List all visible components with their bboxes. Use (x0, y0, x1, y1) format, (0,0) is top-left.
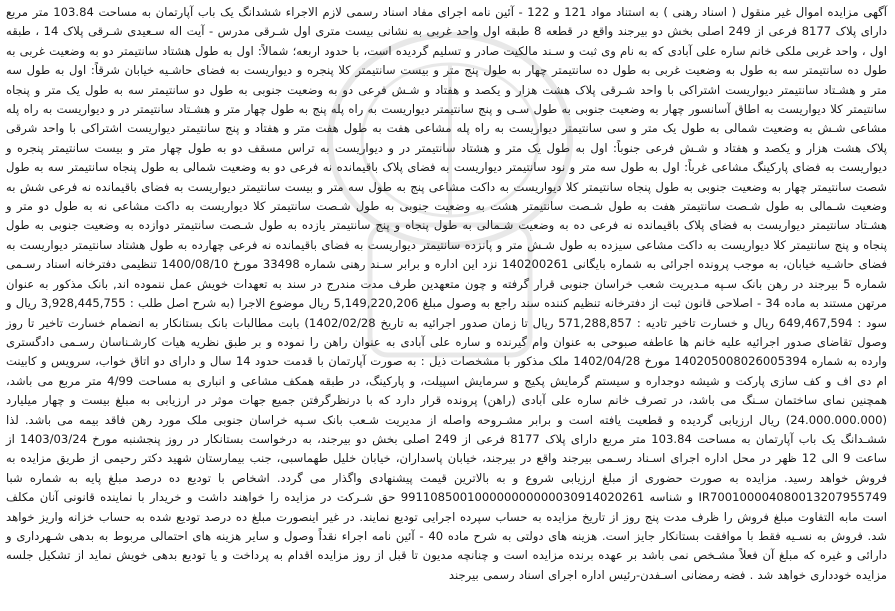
notice-body-text: آگهی مزایده اموال غیر منقول ( اسناد رهنی ) به استناد مواد 121 و 122 - آئین نامه اجرای مفاد اسناد رسمی لازم الاجراء ششدانگ یک باب آپارتمان به مساحت 103.84 متر مربع دارای پلاک 8177 فرعی از 249 اصلی بخش دو بیرجند واقع در قطعه 8 طبقه اول واحد غربی به نشانی بیست متری اول شـرقی مدرس - آیت اله سـعیدی شـرقی پلاک 14 ، طبقه اول ، واحد غربی ملکی خانم ساره علی آبادی که به نام وی ثبت و سـند مالکیت صادر و تسلیم گردیده است، با حدود اربعه؛ شمالاً: اول به طول هشتاد سانتیمتر دو به وضعیت غربی به طول ده سانتیمتر سه به طول به وضعیت غربی به طول ده سانتیمتر چهار به طول پنج متر و بیست سانتیمتر کلا پنجره و دیواریست به فضای حاشـیه خیابان شرقاً: اول به طول سه متر و هشـتاد سانتیمتر دیواریست اشتراکی با واحد شـرقی پلاک هشت هزار و یکصد و هفتاد و شـش فرعی دو به وضعیت جنوبی به طول دو سانتیمتر سه به طول یک متر و پنجاه سانتیمتر کلا دیواریست به اطاق آسانسور چهار به وضعیت جنوبی به طول سـی و پنج سانتیمتر دیواریست به راه پله پنج به طول چهار متر و هشـتاد سانتیمتر در و دیواریست به راه پله مشاعی شـش به وضعیت شمالی به طول یک متر و سی سانتیمتر دیواریست به راه پله مشاعی هفت به طول هفت متر و هفتاد و پنج سانتیمتر دیواریست اشتراکی با واحد شرقی پلاک هشت هزار و یکصد و هفتاد و شـش فرعی جنوباً: اول به طول یک متر و هشتاد سانتیمتر در و دیواریست به تراس مسقف دو به طول چهار متر و بیست سانتیمتر پنجره و دیواریست به فضای پارکینگ مشاعی غرباً: اول به طول سه متر و نود سانتیمتر دیواریست به فضای پلاک باقیمانده نه فرعی دو به وضعیت شمالی به طول پنجاه سانتیمتر سه به طول شصت سانتیمتر چهار به وضعیت جنوبی به طول پنجاه سانتیمتر کلا دیواریست به داکت مشاعی پنج به طول سه متر و بیست سانتیمتر دیواریست به فضای باقیمانده نه فرعی شش به وضعیت شـمالی به طول شـصت سانتیمتر هفت به طول شـصت سانتیمتر هشت به وضعیت جنوبی به طول شـصت سانتیمتر کلا دیواریست به داکت مشاعی نه به طول دو متر و هشـتاد سانتیمتر دیواریست به فضای پلاک باقیمانده نه فرعی ده به وضعیت شـمالی به طول پنجاه و پنج سانتیمتر یازده به طول شـصت سانتیمتر دوازده به وضعیت جنوبی به طول پنجاه و پنج سانتیمتر کلا دیواریست به داکت مشاعی سیزده به طول شـش متر و پانزده سانتیمتر دیواریست به فضای باقیمانده نه فرعی چهارده به طول هشتاد سانتیمتر دیواریست به فضای حاشـیه خیابان، به موجب پرونده اجرائی به شماره بایگانی 140200261 نزد این اداره و برابر سـند رهنی شماره 33498 مورخ 1400/08/10 تنظیمی دفترخانه اسناد رسـمی شماره 5 بیرجند در رهن بانک سـپه مـدیریت شعب خراسان جنوبی قرار گرفته و چون متعهدین طرف مدت مندرج در سند به تعهدات خویش عمل ننموده اند, بانک مذکور به عنوان مرتهن مستند به ماده 34 - اصلاحی قانون ثبت از دفترخانه تنظیم کننده سند راجع به وصول مبلغ 5,149,220,206 ریال موضوع الاجرا (به شرح اصل طلب : 3,928,445,755 ریال و سود : 649,467,594 ریال و خسارت تاخیر تادیه : 571,288,857 ریال تا زمان صدور اجرائیه به تاریخ 1402/02/28) بابت مطالبات بانک بستانکار به انضمام خسارت تاخیر تا روز وصول تقاضای صدور اجرائیه علیه خانم ها عاطفه صبوحی به عنوان وام گیرنده و ساره علی آبادی به عنوان راهن را نموده و بر طبق نظریه هیات کارشـناسان رسـمی دادگستری وارده به شماره 140205008026005394 مورخ 1402/04/28 ملک مذکور با مشخصات ذیل : به صورت آپارتمان با قدمت حدود 14 سال و دارای دو اتاق خواب، سرویس و کابینت ام دی اف و کف سازی پارکت و شیشه دوجداره و سیستم گرمایش پکیج و سرمایش اسپیلت، و پارکینگ، در طبقه همکف مشاعی و انباری به مساحت 4/99 متر مربع می باشد، همچنین نمای ساختمان سـنگ می باشد، در تصرف خانم ساره علی آبادی (راهن) پرونده قرار دارد که با درنظرگرفتن جمیع جهات موثر در ارزیابی به مبلغ بیست و چهار میلیارد (24.000.000.000) ریال ارزیابی گردیده و قطعیت یافته است و برابر مشـروحه واصله از مدیریت شـعب بانک سـپه خراسان جنوبی ملک مورد رهن فاقد بیمه می باشد. لذا ششـدانگ یک باب آپارتمان به مساحت 103.84 متر مربع دارای پلاک 8177 فرعی از 249 اصلی بخش دو بیرجند، به درخواست بستانکار در روز پنجشنبه مورخ 1403/03/24 از ساعت 9 الی 12 ظهر در محل اداره اجرای اسـناد رسـمی بیرجند واقع در بیرجند، خیابان پاسداران، خیابان خلیل طهماسبی، جنب بیمارستان شهید دکتر رحیمی از طریق مزایده به فروش خواهد رسید. مزایده به صورت حضوری از مبلغ ارزیابی شروع و به بالاترین قیمت پیشنهادی واگذار می گردد. اشخاص با تودیع ده درصد مبلغ پایه به شماره شبا IR700100004080013207955749 و شناسه 991108500100000000000030914020261 حق شـرکت در مزایده را خواهند داشت و خریدار با نماینده قانونی آنان مکلف است مابه التفاوت مبلغ فروش را ظرف مدت پنج روز از تاریخ مزایده به حساب سپرده اجرایی تودیع نمایند. در غیر اینصورت مبلغ ده درصد تودیع شده به حساب خزانه واریز خواهد شد. فروش به نسـیه فقط با موافقت بستانکار جایز است. هزینه های دولتی به شرح ماده 40 - آئین نامه اجراء نقداً وصول و سایر هزینه های احتمالی مربوط به بدهی شـهرداری و دارائی و غیره که مبلغ آن فعلاً مشـخص نمی باشد بر عهده برنده مزایده است و چنانچه مدیون تا قبل از روز مزایده اقدام به پرداخت و یا تودیع بدهی خویش نماید از تشکیل جلسه مزایده خودداری خواهد شد . فضه رمضانی اسـفدن-رئیس اداره اجرای اسناد رسمی بیرجند (6, 5, 888, 582)
